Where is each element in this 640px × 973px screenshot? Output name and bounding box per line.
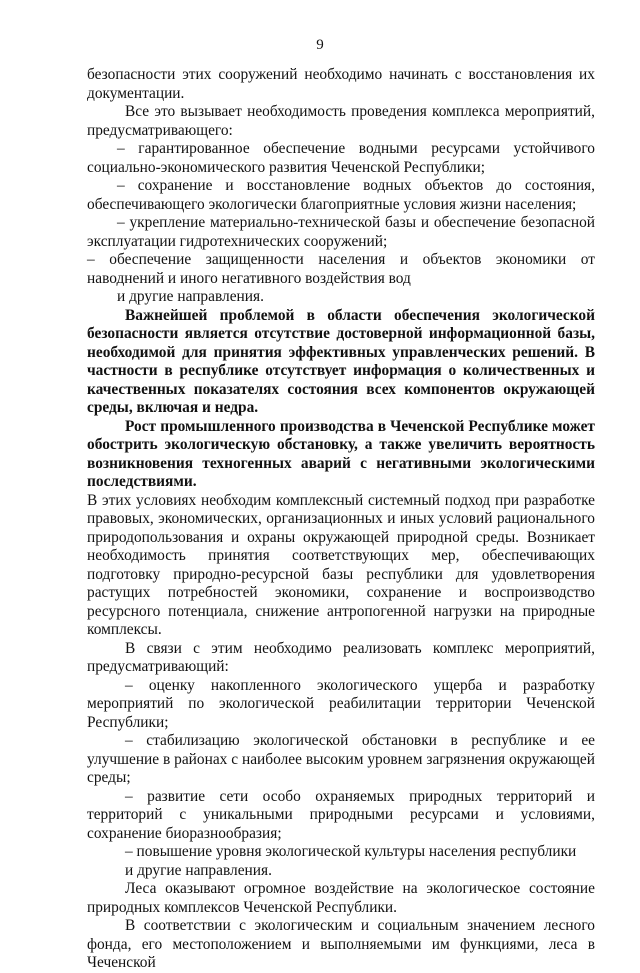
paragraph: и другие направления. <box>125 861 272 879</box>
paragraph: и другие направления. <box>117 288 264 305</box>
document-body <box>87 66 595 973</box>
paragraph: Важнейшей проблемой в области обеспечения экологической безопасности является отсутствие достоверной информационной базы, необходимой для принятия эффективных управленческих решений. В частности в республике отсутствует информация о количественных и качественных показателях состояния всех компонентов окружающей среды, включая и недра. <box>87 306 595 416</box>
paragraph: – оценку накопленного экологического ущерба и разработку мероприятий по экологической реабилитации территории Чеченской Республики; <box>87 676 595 731</box>
paragraph: В связи с этим необходимо реализовать комплекс мероприятий, предусматривающий: <box>87 639 595 675</box>
paragraph: – гарантированное обеспечение водными ресурсами устойчивого социально-экономического развития Чеченской Республики; <box>87 140 595 176</box>
paragraph: – сохранение и восстановление водных объектов до состояния, обеспечивающего экологически благоприятные условия жизни населения; <box>87 177 595 213</box>
paragraph: – развитие сети особо охраняемых природных территорий и территорий с уникальными природными ресурсами и условиями, сохранение биоразнообразия; <box>87 787 595 842</box>
paragraph: – укрепление материально-технической базы и обеспечение безопасной эксплуатации гидротехнических сооружений; <box>87 214 595 250</box>
paragraph: безопасности этих сооружений необходимо начинать с восстановления их документации. <box>87 66 595 102</box>
paragraph: В этих условиях необходим комплексный системный подход при разработке правовых, экономических, организационных и иных условий рационального природопользования и охраны окружающей природной среды. Возникает необходимость принятия соответствующих мер, обеспечивающих подготовку природно-ресурсной базы республики для удовлетворения растущих потребностей экономики, сохранение и воспроизводство ресурсного потенциала, снижение антропогенной нагрузки на природные комплексы. <box>87 491 595 638</box>
paragraph: – обеспечение защищенности населения и объектов экономики от наводнений и иного негативного воздействия вод <box>87 251 595 287</box>
paragraph: В соответствии с экологическим и социальным значением лесного фонда, его местоположением и выполняемыми им функциями, леса в Чеченской <box>87 917 595 971</box>
paragraph: Все это вызывает необходимость проведения комплекса мероприятий, предусматривающего: <box>87 103 595 139</box>
paragraph: – стабилизацию экологической обстановки в республике и ее улучшение в районах с наиболее высоким уровнем загрязнения окружающей среды; <box>87 732 595 786</box>
paragraph: Леса оказывают огромное воздействие на экологическое состояние природных комплексов Чеченской Республики. <box>87 880 595 916</box>
paragraph: Рост промышленного производства в Чеченской Республике может обострить экологическую обстановку, а также увеличить вероятность возникновения техногенных аварий с негативными экологическими последствиями. <box>87 417 595 490</box>
page-number: 9 <box>316 37 324 53</box>
paragraph: – повышение уровня экологической культуры населения республики <box>125 843 577 860</box>
